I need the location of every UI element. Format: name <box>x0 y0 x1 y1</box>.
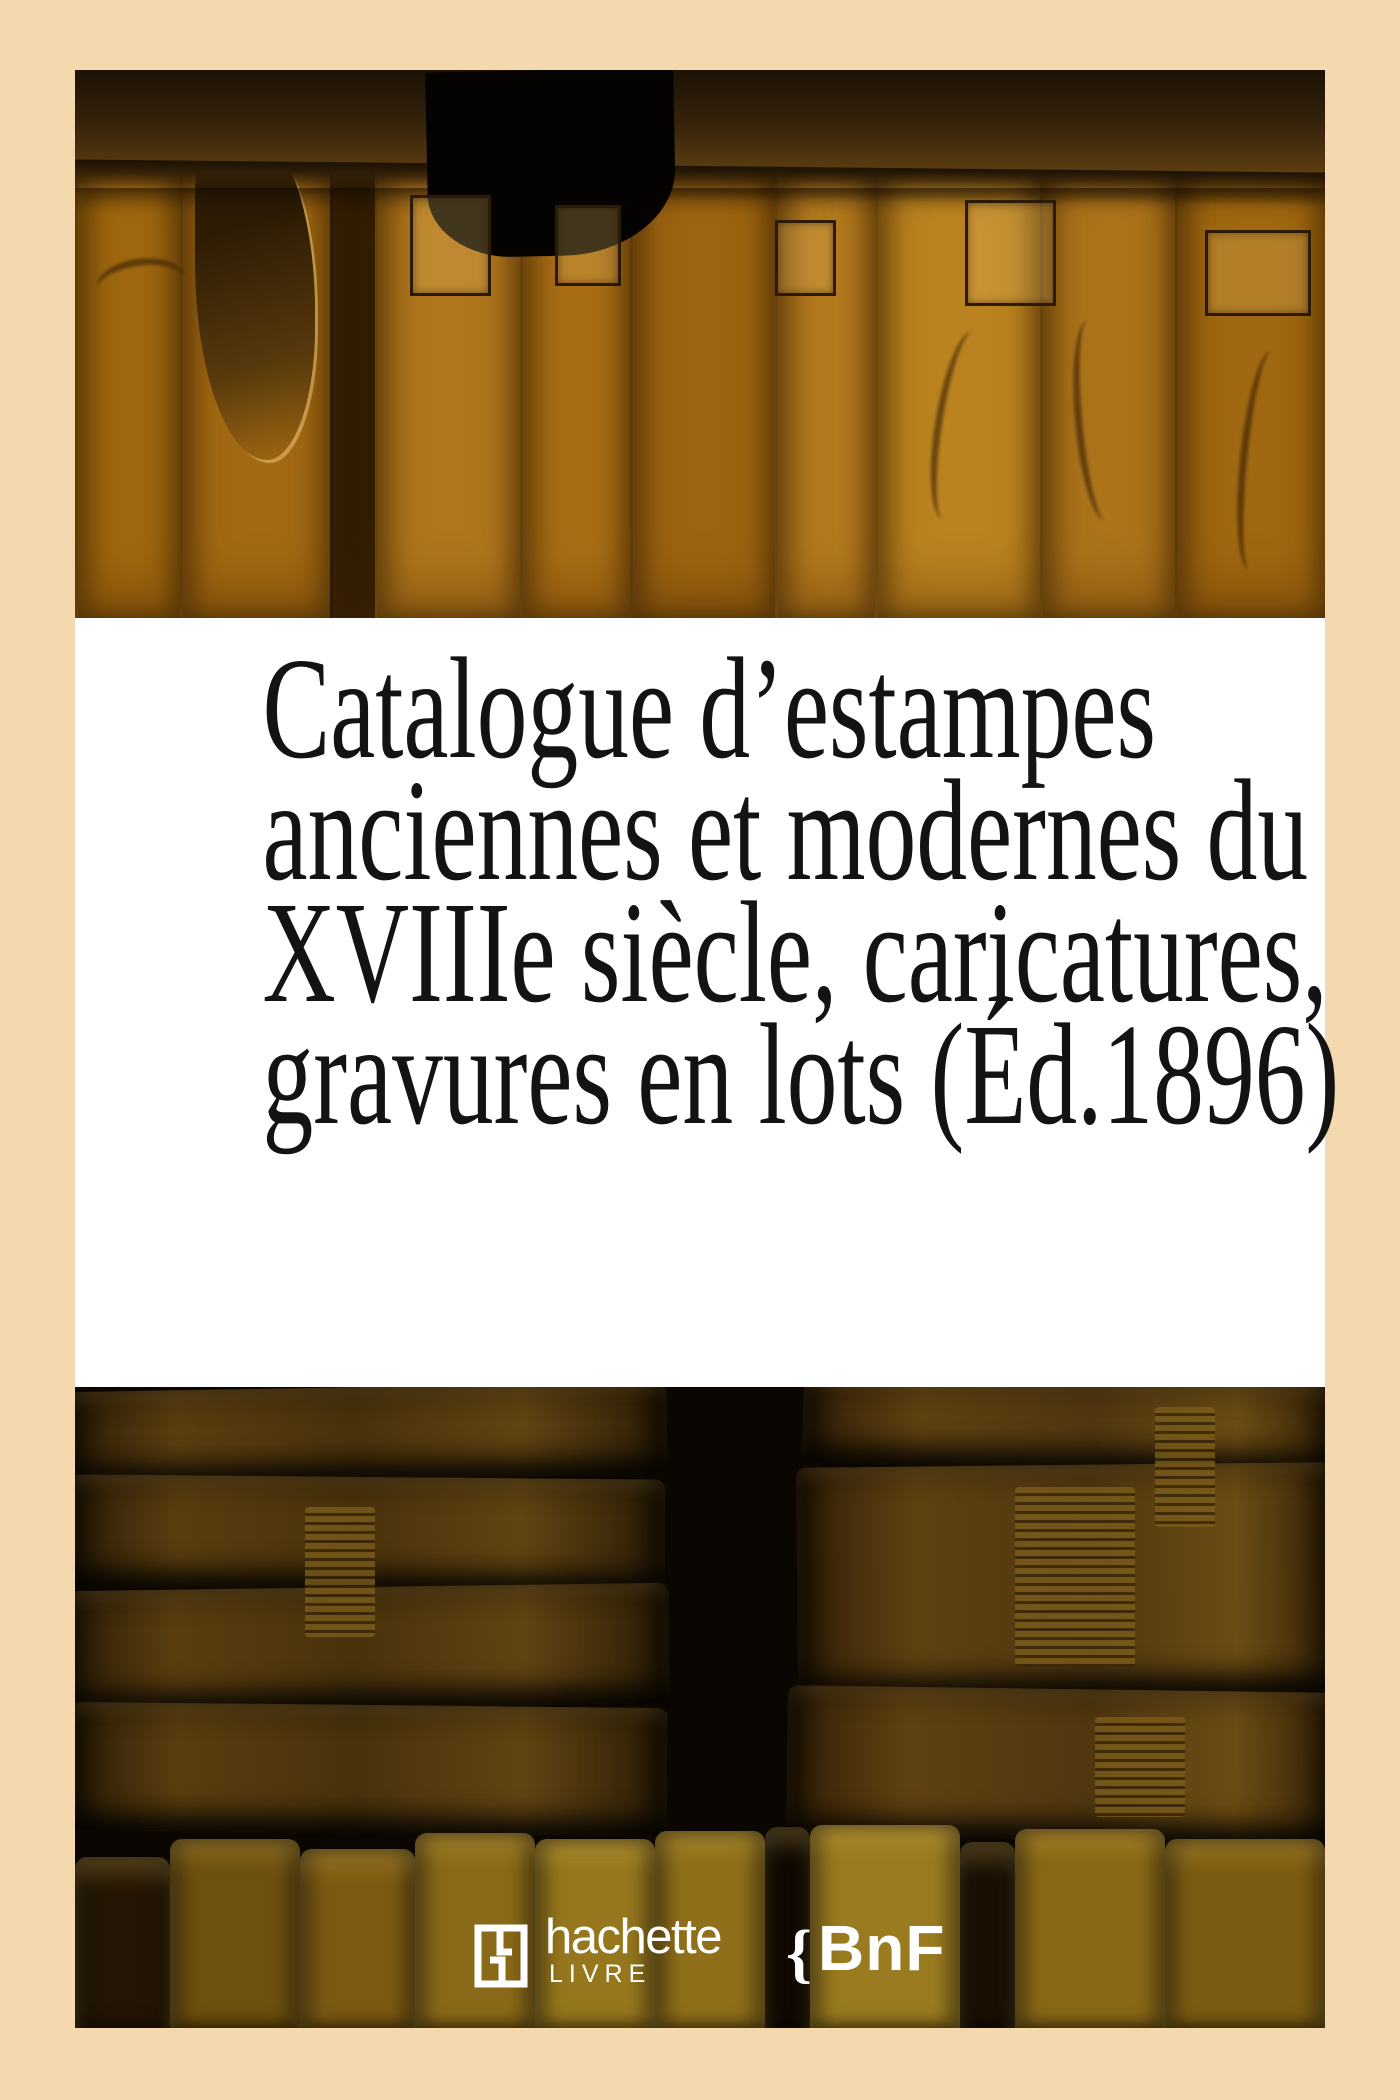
book-spine <box>1015 1829 1165 2028</box>
spine-label <box>555 205 621 286</box>
title-line-1: Catalogue d’estampes <box>262 629 1156 789</box>
stacked-book <box>802 1387 1325 1472</box>
book-spine <box>170 1839 300 2028</box>
hachette-wordmark: hachette <box>545 1910 721 1964</box>
book-spine <box>75 1857 170 2028</box>
book-title <box>262 629 1340 1155</box>
spine-title-patch <box>1155 1407 1215 1527</box>
hachette-logo-icon <box>470 1922 532 1990</box>
spine-label <box>410 195 491 296</box>
book-gap <box>960 1842 1015 2028</box>
book-spine <box>1165 1839 1325 2028</box>
book-spine <box>300 1849 415 2028</box>
spine-title-patch <box>305 1507 375 1637</box>
spine-title-patch <box>1015 1487 1135 1667</box>
spine-label <box>1205 230 1311 316</box>
stacked-book <box>75 1387 668 1484</box>
bnf-wordmark: BnF <box>818 1912 946 1984</box>
bnf-brace-icon: { <box>786 1917 813 1990</box>
spine-title-patch <box>1095 1717 1185 1817</box>
top-bookshelf-photo <box>75 70 1325 618</box>
title-line-4: gravures en lots (Éd.1896) <box>262 995 1340 1155</box>
spine-label <box>965 200 1056 306</box>
title-line-2: anciennes et modernes du <box>262 751 1309 911</box>
title-line-3: XVIIIe siècle, caricatures, <box>262 873 1328 1033</box>
spine-label <box>775 220 836 296</box>
stacked-book <box>75 1702 668 1836</box>
hachette-livre-label: LIVRE <box>549 1960 652 1988</box>
stacked-book <box>786 1685 1325 1843</box>
